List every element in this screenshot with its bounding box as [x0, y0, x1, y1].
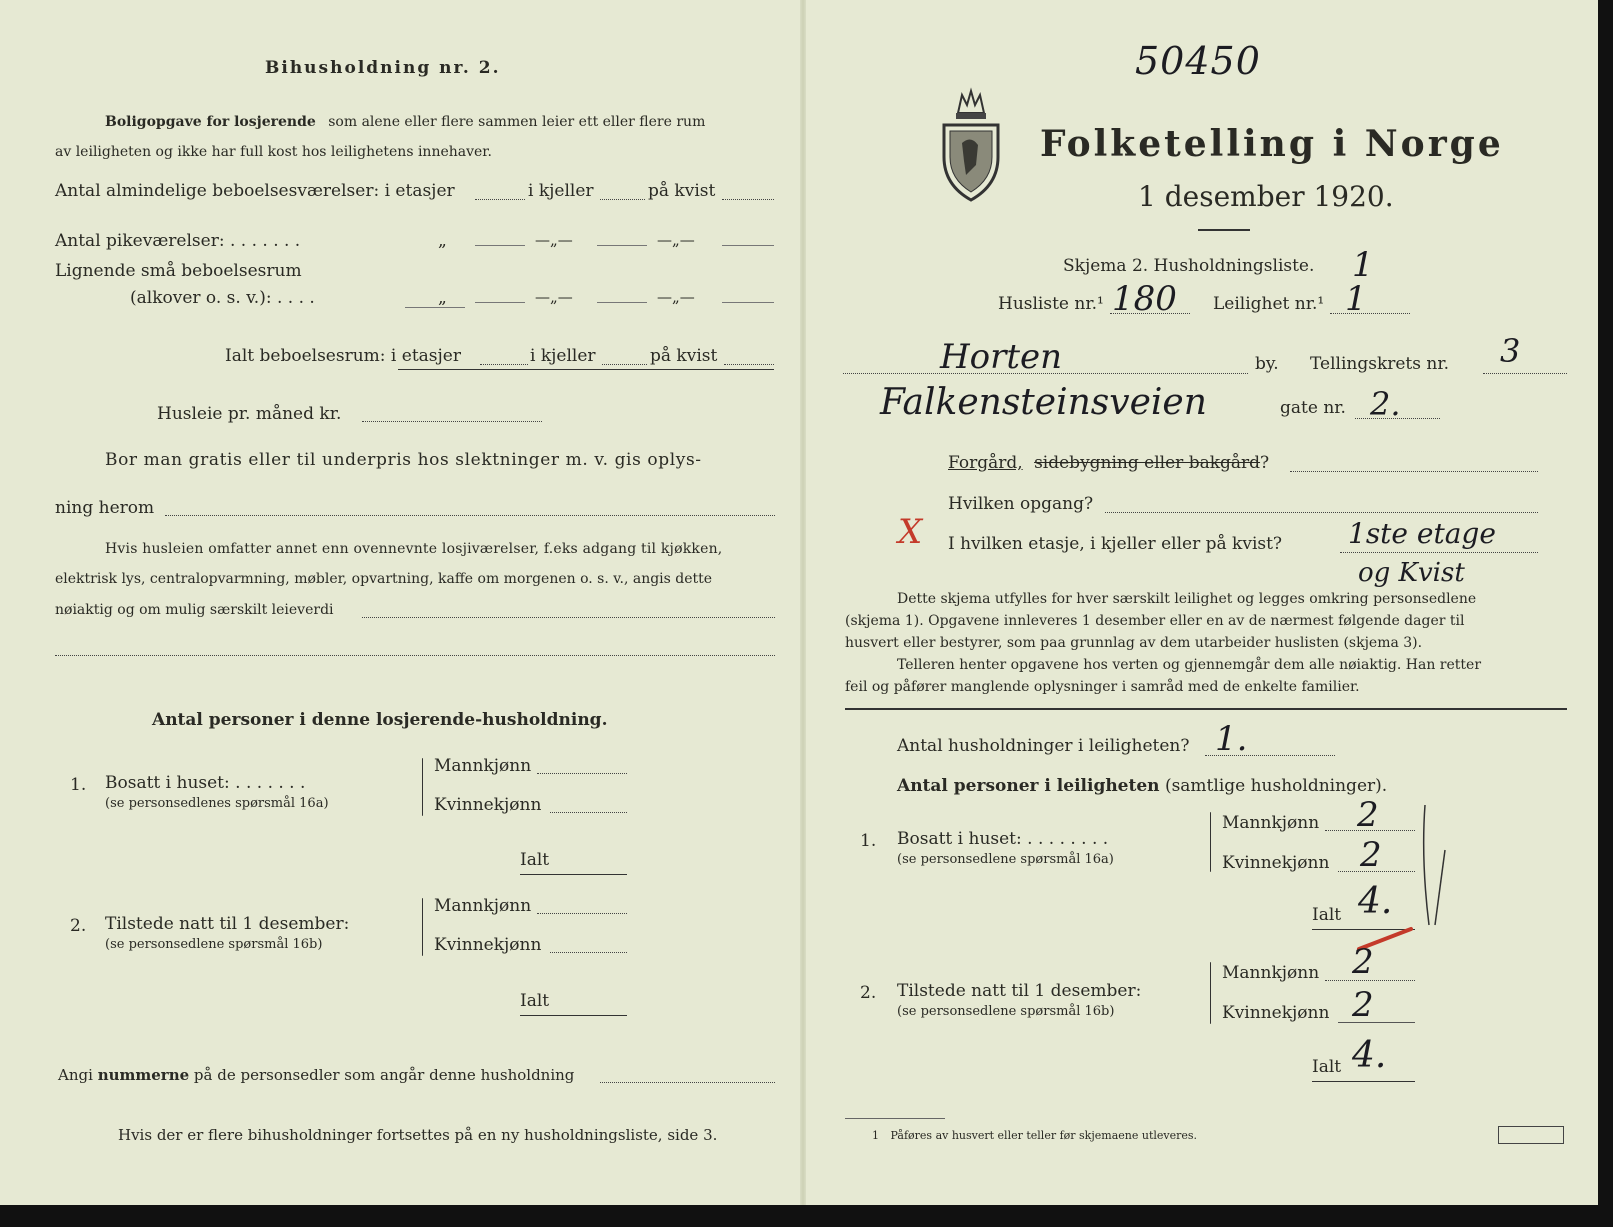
ialt-rooms-label: Ialt beboelsesrum: i etasjer — [225, 346, 461, 366]
hush-value[interactable]: 1. — [1215, 719, 1248, 759]
right-q1-ialt-label: Ialt — [1312, 905, 1342, 925]
instr-line-3: husvert eller bestyrer, som paa grunnlag av dem utarbeider huslisten (skjema 3). — [845, 635, 1423, 651]
city-value[interactable]: Horten — [940, 337, 1063, 377]
krets-label: Tellingskrets nr. — [1310, 354, 1450, 374]
forgard-row — [948, 455, 1269, 472]
small-dash-1: —„— — [535, 288, 573, 306]
left-q2-mann-label: Mannkjønn — [434, 896, 532, 916]
right-q1-mann-field — [1325, 830, 1415, 831]
archive-number: 50450 — [1135, 39, 1261, 83]
intro-bold: Boligopgave for losjerende — [105, 114, 316, 130]
footnote-text: Påføres av husvert eller teller før skjemaene utleveres. — [890, 1129, 1198, 1142]
footnote-line — [872, 1130, 1197, 1141]
rooms-kvist-field[interactable] — [722, 199, 774, 200]
pencil-mark-icon — [1415, 800, 1455, 930]
note-field-1[interactable] — [362, 617, 775, 618]
left-q1-mann-label: Mannkjønn — [434, 756, 532, 776]
intro-line-1 — [105, 115, 705, 129]
ialt-rooms-rule — [398, 369, 774, 370]
left-q2-mann-field[interactable] — [537, 913, 627, 914]
street-value[interactable]: Falkensteinsveien — [880, 382, 1207, 423]
gratis-line-1: Bor man gratis eller til underpris hos slektninger m. v. gis oplys- — [105, 450, 702, 470]
small-ditto: „ — [438, 288, 447, 308]
sidebygning-label[interactable]: sidebygning eller bakgård — [1034, 453, 1261, 473]
hush-field — [1205, 755, 1335, 756]
rent-label: Husleie pr. måned kr. — [157, 404, 342, 424]
right-q1-kvinne-value[interactable]: 2 — [1360, 835, 1382, 875]
right-q1-kvinne-label: Kvinnekjønn — [1222, 853, 1330, 873]
small-underline — [405, 307, 465, 308]
footnote-num: 1 — [872, 1129, 879, 1142]
ialt-kvist-label: på kvist — [650, 346, 718, 366]
small-rooms-label-1: Lignende små beboelsesrum — [55, 261, 302, 281]
right-persons-rest: (samtlige husholdninger). — [1164, 776, 1388, 796]
right-q1-brace — [1210, 812, 1211, 872]
angi-bold: nummerne — [97, 1066, 190, 1084]
right-q2-ialt-label: Ialt — [1312, 1057, 1342, 1077]
note-line-2: elektrisk lys, centralopvarmning, møbler, opvartning, kaffe om morgenen o. s. v., angis dette — [55, 571, 713, 587]
right-q1-mann-label: Mannkjønn — [1222, 813, 1320, 833]
left-q2-label: Tilstede natt til 1 desember: — [105, 914, 350, 934]
left-q1-num: 1. — [70, 775, 87, 795]
red-check-mark: X — [898, 512, 923, 552]
small-kjeller-field[interactable] — [597, 302, 647, 303]
right-date: 1 desember 1920. — [1138, 180, 1394, 213]
small-dash-2: —„— — [657, 288, 695, 306]
instr-line-4: Telleren henter opgavene hos verten og gjennemgår dem alle nøiaktig. Han retter — [897, 657, 1482, 673]
right-q2-mann-value[interactable]: 2 — [1352, 942, 1374, 982]
left-title: Bihusholdning nr. 2. — [265, 58, 501, 78]
ialt-kvist-field[interactable] — [724, 364, 774, 365]
leilighet-label: Leilighet nr.¹ — [1213, 294, 1325, 314]
angi-field[interactable] — [600, 1082, 775, 1083]
city-field — [843, 373, 1248, 374]
left-q2-brace — [422, 898, 423, 956]
left-q2-num: 2. — [70, 916, 87, 936]
rent-field[interactable] — [362, 421, 542, 422]
left-q1-label: Bosatt i huset: . . . . . . . — [105, 773, 306, 793]
husliste-value[interactable]: 180 — [1112, 279, 1177, 319]
right-q1-mann-value[interactable]: 2 — [1357, 795, 1379, 835]
right-q1-label: Bosatt i huset: . . . . . . . . — [897, 829, 1109, 849]
left-q1-kvinne-label: Kvinnekjønn — [434, 795, 542, 815]
date-rule — [1198, 229, 1250, 231]
small-etasjer-field[interactable] — [475, 302, 525, 303]
right-q1-num: 1. — [860, 831, 877, 851]
left-persons-title: Antal personer i denne losjerende-husholdning. — [152, 710, 608, 730]
footnote-rule — [845, 1118, 945, 1119]
leilighet-value[interactable]: 1 — [1345, 279, 1367, 319]
gate-field — [1355, 418, 1440, 419]
gratis-field[interactable] — [165, 515, 775, 516]
rooms-etasjer-field[interactable] — [475, 199, 525, 200]
left-q1-sub: (se personsedlenes spørsmål 16a) — [105, 796, 329, 811]
intro-line-2: av leiligheten og ikke har full kost hos leilighetens innehaver. — [55, 144, 492, 160]
right-q2-mann-field — [1325, 980, 1415, 981]
pike-kvist-field[interactable] — [722, 245, 774, 246]
gate-label: gate nr. — [1280, 398, 1346, 418]
pike-label: Antal pikeværelser: . . . . . . . — [55, 231, 301, 251]
right-q2-kvinne-label: Kvinnekjønn — [1222, 1003, 1330, 1023]
right-q1-ialt-value[interactable]: 4. — [1358, 881, 1393, 922]
by-label: by. — [1255, 354, 1279, 374]
etasje-value-1[interactable]: 1ste etage — [1348, 517, 1496, 550]
leilighet-field — [1330, 313, 1410, 314]
rooms-kjeller-field[interactable] — [600, 199, 645, 200]
instr-line-2: (skjema 1). Opgavene innleveres 1 desember eller en av de nærmest følgende dager til — [845, 613, 1465, 629]
right-persons-bold: Antal personer i leiligheten — [897, 776, 1160, 796]
opgang-field[interactable] — [1105, 512, 1538, 513]
note-field-2[interactable] — [55, 655, 775, 656]
left-q1-kvinne-field[interactable] — [550, 812, 627, 813]
left-q1-mann-field[interactable] — [537, 773, 627, 774]
ialt-etasjer-field[interactable] — [480, 364, 528, 365]
etasje-label: I hvilken etasje, i kjeller eller på kvist? — [948, 534, 1283, 554]
right-q2-kvinne-value[interactable]: 2 — [1352, 985, 1374, 1025]
left-q1-ialt-label: Ialt — [520, 850, 550, 870]
left-q2-kvinne-label: Kvinnekjønn — [434, 935, 542, 955]
right-q2-mann-label: Mannkjønn — [1222, 963, 1320, 983]
krets-field — [1483, 373, 1567, 374]
rooms-label: Antal almindelige beboelsesværelser: i etasjer — [55, 181, 455, 201]
small-rooms-label-2: (alkover o. s. v.): . . . . — [130, 288, 315, 308]
right-q2-label: Tilstede natt til 1 desember: — [897, 981, 1142, 1001]
right-q1-sub: (se personsedlene spørsmål 16a) — [897, 852, 1114, 867]
right-q2-ialt-field — [1312, 1081, 1415, 1082]
note-line-3: nøiaktig og om mulig særskilt leieverdi — [55, 602, 334, 618]
right-q2-num: 2. — [860, 983, 877, 1003]
pike-dash-2: —„— — [657, 231, 695, 249]
left-q2-ialt-field[interactable] — [520, 1015, 627, 1016]
opgang-label: Hvilken opgang? — [948, 494, 1094, 514]
small-kvist-field[interactable] — [722, 302, 774, 303]
left-q2-ialt-label: Ialt — [520, 991, 550, 1011]
angi-pre: Angi — [58, 1066, 93, 1084]
right-q2-ialt-value[interactable]: 4. — [1352, 1035, 1387, 1076]
krets-value[interactable]: 3 — [1500, 332, 1521, 370]
gate-value[interactable]: 2. — [1370, 385, 1401, 423]
husliste-field — [1110, 313, 1190, 314]
husliste-label: Husliste nr.¹ — [998, 294, 1104, 314]
pike-dash-1: —„— — [535, 231, 573, 249]
left-q2-sub: (se personsedlene spørsmål 16b) — [105, 937, 323, 952]
instr-line-1: Dette skjema utfylles for hver særskilt leilighet og legges omkring personsedlene — [897, 591, 1477, 607]
left-q2-kvinne-field[interactable] — [550, 952, 627, 953]
rooms-kvist-label: på kvist — [648, 181, 716, 201]
gratis-line-2: ning herom — [55, 498, 155, 518]
rooms-kjeller-label: i kjeller — [528, 181, 594, 201]
pike-kjeller-field[interactable] — [597, 245, 647, 246]
printer-stamp — [1498, 1126, 1564, 1144]
schema-label: Skjema 2. Husholdningsliste. — [1063, 256, 1315, 276]
angi-rest: på de personsedler som angår denne husholdning — [193, 1066, 575, 1084]
left-footer: Hvis der er flere bihusholdninger fortsettes på en ny husholdningsliste, side 3. — [118, 1126, 718, 1144]
schema-no: 1 — [1352, 245, 1374, 285]
right-title: Folketelling i Norge — [1040, 123, 1504, 165]
right-q2-sub: (se personsedlene spørsmål 16b) — [897, 1004, 1115, 1019]
ialt-kjeller-label: i kjeller — [530, 346, 596, 366]
left-q1-brace — [422, 758, 423, 816]
coat-of-arms-icon — [936, 85, 1006, 205]
forgard-qmark: ? — [1260, 453, 1270, 473]
page-fold — [800, 0, 806, 1205]
angi-line — [58, 1068, 574, 1083]
pike-ditto: „ — [438, 231, 447, 251]
left-q1-ialt-field[interactable] — [520, 874, 627, 875]
forgard-label[interactable]: Forgård, — [948, 453, 1023, 473]
etasje-field — [1340, 552, 1538, 553]
instr-line-5: feil og påfører manglende oplysninger i samråd med de enkelte familier. — [845, 679, 1360, 695]
intro-rest: som alene eller flere sammen leier ett eller flere rum — [328, 114, 706, 130]
right-q2-kvinne-field — [1338, 1022, 1415, 1023]
ialt-kjeller-field[interactable] — [602, 364, 647, 365]
note-line-1: Hvis husleien omfatter annet enn ovennevnte losjiværelser, f.eks adgang til kjøkken, — [105, 541, 723, 557]
etasje-value-2[interactable]: og Kvist — [1358, 558, 1465, 588]
right-persons-title — [897, 778, 1387, 795]
pike-etasjer-field[interactable] — [475, 245, 525, 246]
forgard-field[interactable] — [1290, 471, 1538, 472]
right-q2-brace — [1210, 962, 1211, 1024]
hush-label: Antal husholdninger i leiligheten? — [897, 736, 1190, 756]
section-rule — [845, 708, 1567, 710]
right-q1-kvinne-field — [1338, 871, 1415, 872]
